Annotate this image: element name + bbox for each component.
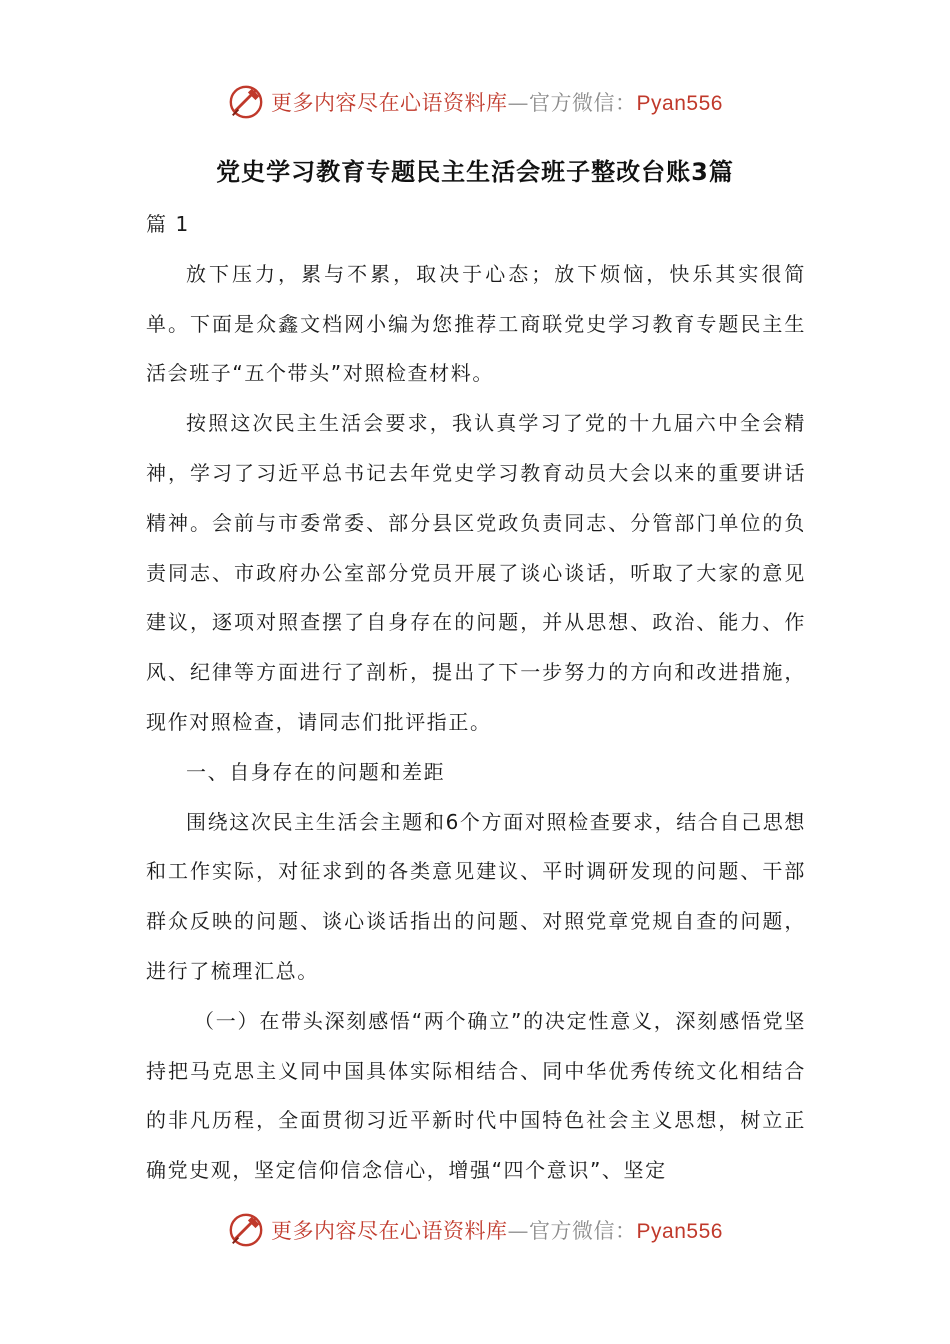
paragraph-requirements: 按照这次民主生活会要求，我认真学习了党的十九届六中全会精神，学习了习近平总书记去年党史学习教育动员大会以来的重要讲话精神。会前与市委常委、部分县区党政负责同志、分管部门单位的负责同志、市政府办公室部分党员开展了谈心谈话，听取了大家的意见建议，逐项对照查摆了自身存在的问题，并从思想、政治、能力、作风、纪律等方面进行了剖析，提出了下一步努力的方向和改进措施，现作对照检查，请同志们批评指正。 <box>146 411 806 734</box>
banner-wechat-label: 官方微信： <box>529 91 637 115</box>
banner-text <box>271 1215 723 1245</box>
header-watermark-banner <box>0 82 950 122</box>
pen-logo-icon <box>227 1211 265 1249</box>
pen-logo-icon <box>227 83 265 121</box>
document-title: 党史学习教育专题民主生活会班子整改台账3篇 <box>216 158 734 186</box>
section-label: 篇 1 <box>146 212 190 236</box>
banner-brand: 更多内容尽在心语资料库 <box>271 91 508 115</box>
paragraph-intro: 放下压力，累与不累，取决于心态；放下烦恼，快乐其实很简单。下面是众鑫文档网小编为您推荐工商联党史学习教育专题民主生活会班子“五个带头”对照检查材料。 <box>146 261 806 386</box>
banner-dash: — <box>507 1219 530 1243</box>
document-body <box>146 200 806 1196</box>
banner-wechat-id: Pyan556 <box>636 1220 723 1243</box>
banner-brand: 更多内容尽在心语资料库 <box>271 1219 508 1243</box>
banner-text <box>271 87 723 117</box>
heading-problems: 一、自身存在的问题和差距 <box>186 759 446 784</box>
banner-wechat-label: 官方微信： <box>529 1219 637 1243</box>
paragraph-summary: 围绕这次民主生活会主题和6个方面对照检查要求，结合自己思想和工作实际，对征求到的各类意见建议、平时调研发现的问题、干部群众反映的问题、谈心谈话指出的问题、对照党章党规自查的问题，进行了梳理汇总。 <box>146 809 806 983</box>
banner-wechat-id: Pyan556 <box>636 92 723 115</box>
footer-watermark-banner <box>0 1210 950 1250</box>
banner-dash: — <box>507 91 530 115</box>
paragraph-item-one: （一）在带头深刻感悟“两个确立”的决定性意义，深刻感悟党坚持把马克思主义同中国具体实际相结合、同中华优秀传统文化相结合的非凡历程，全面贯彻习近平新时代中国特色社会主义思想，树立正确党史观，坚定信仰信念信心，增强“四个意识”、坚定 <box>146 1008 806 1183</box>
